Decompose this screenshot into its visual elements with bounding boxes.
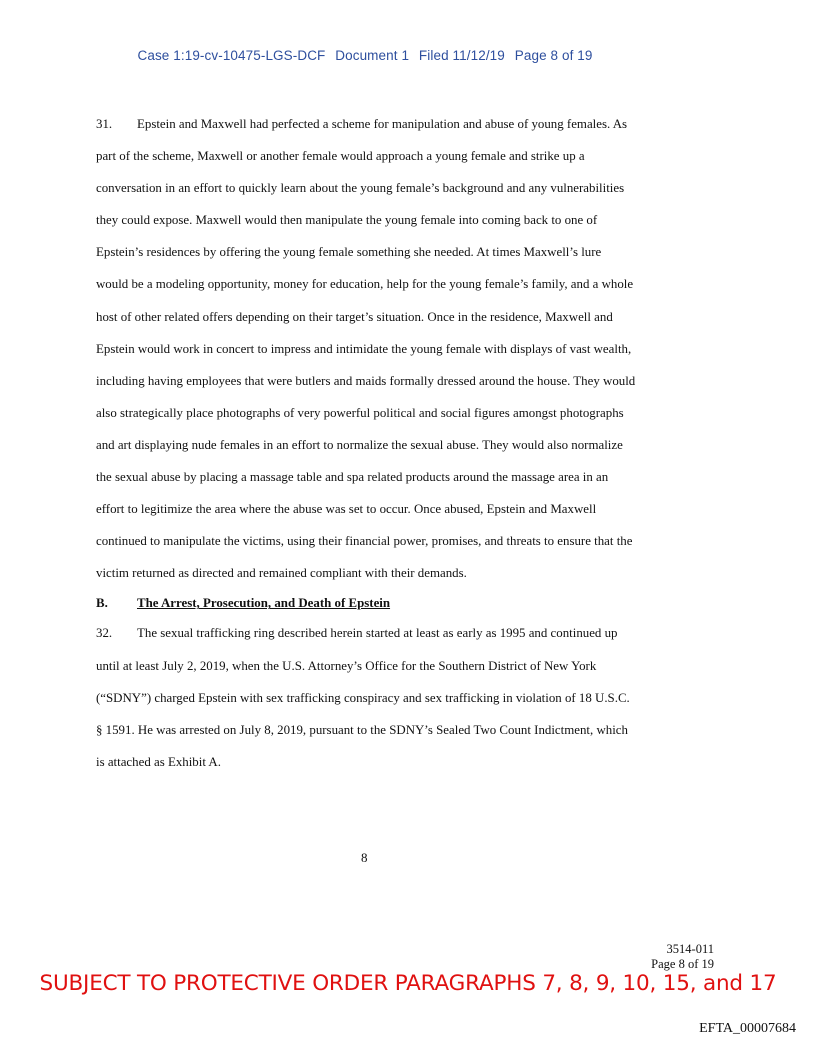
section-title: The Arrest, Prosecution, and Death of Epstein [137,596,391,611]
filed-date: Filed 11/12/19 [418,48,505,63]
document-number: Document 1 [335,48,410,63]
stamp-id: 3514-011 [666,942,714,956]
case-header [0,48,730,63]
header-page: Page 8 of 19 [514,48,593,63]
paragraph-number: 32. [96,626,113,641]
paragraph-text: The sexual trafficking ring described herein started at least as early as 1995 and continued up until at least July 2, 2019, when the U.S. Attorney’s Office for the Southern District of New York (“SDNY”) charged Epstein with sex trafficking conspiracy and sex trafficking in violation of 18 U.S.C. § 1591. He was arrested on July 8, 2019, pursuant to the SDNY’s Sealed Two Count Indictment, which is attached as Exhibit A. [96,626,630,769]
document-body [96,108,636,778]
paragraph-text: Epstein and Maxwell had perfected a scheme for manipulation and abuse of young females. As part of the scheme, Maxwell or another female would approach a young female and strike up a conversation in an effort to quickly learn about the young female’s background and any vulnerabilities they could expose. Maxwell would then manipulate the young female into coming back to one of Epstein’s residences by offering the young female something she needed. At times Maxwell’s lure would be a modeling opportunity, money for education, help for the young female’s family, and a whole host of other related offers depending on their target’s situation. Once in the residence, Maxwell and Epstein would work in concert to impress and intimidate the young female with displays of vast wealth, including having employees that were butlers and maids formally dressed around the house. They would also strategically place photographs of very powerful political and social figures amongst photographs and art displaying nude females in an effort to normalize the sexual abuse. They would also normalize the sexual abuse by placing a massage table and spa related products around the massage area in an effort to legitimize the area where the abuse was set to occur. Once abused, Epstein and Maxwell continued to manipulate the victims, using their financial power, promises, and threats to ensure that the victim returned as directed and remained compliant with their demands. [96,117,636,581]
page-number: 8 [361,850,368,865]
section-letter: B. [96,596,108,611]
stamp-page: Page 8 of 19 [651,957,714,971]
paragraph-31 [96,108,636,589]
protective-order-notice: SUBJECT TO PROTECTIVE ORDER PARAGRAPHS 7, 8, 9, 10, 15, and 17 [39,971,777,996]
production-stamp [651,942,714,972]
paragraph-32 [96,617,636,777]
paragraph-number: 31. [96,117,113,131]
case-number: Case 1:19-cv-10475-LGS-DCF [137,48,326,63]
bates-number: EFTA_00007684 [699,1021,796,1036]
section-heading [96,589,636,617]
